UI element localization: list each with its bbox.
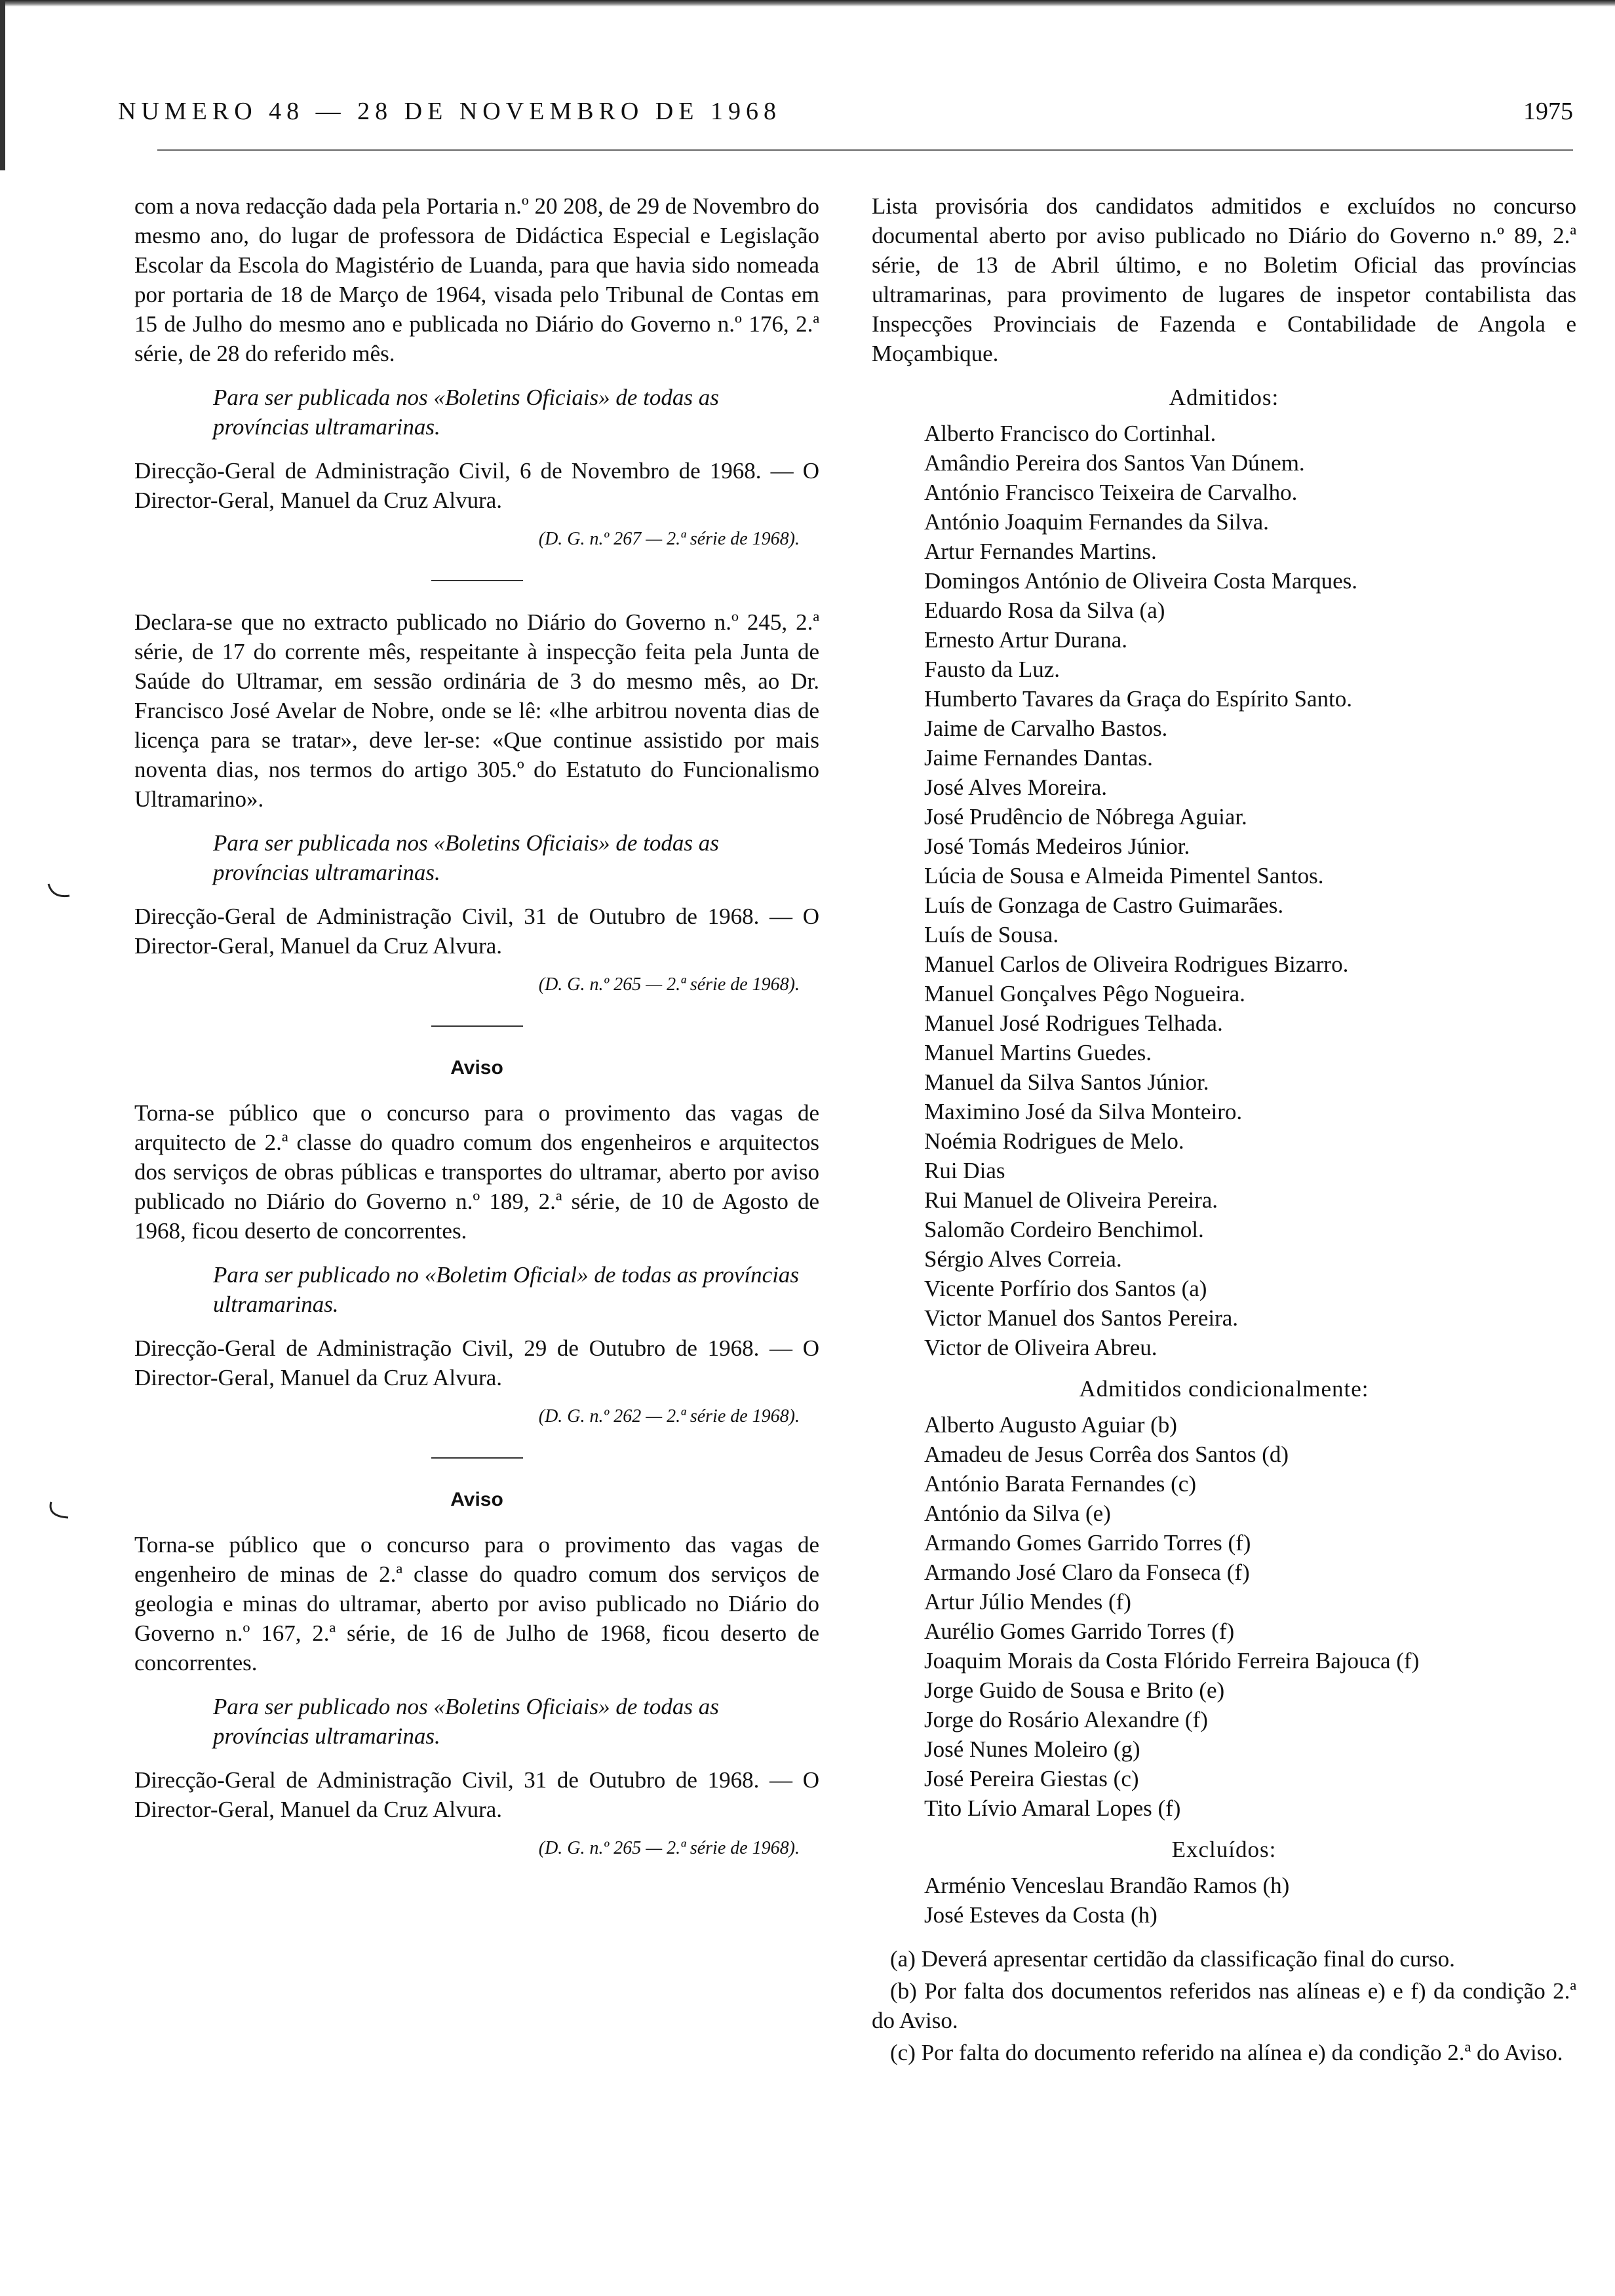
list-item: Manuel José Rodrigues Telhada. [924, 1010, 1223, 1036]
list-item: Humberto Tavares da Graça do Espírito Santo. [924, 686, 1352, 712]
list-item: José Pereira Giestas (c) [924, 1766, 1139, 1791]
section-separator [431, 1025, 523, 1027]
list-item: Manuel da Silva Santos Júnior. [924, 1069, 1209, 1095]
signoff: Direcção-Geral de Administração Civil, 31 de Outubro de 1968. — O Director-Geral, Manuel da Cruz Alvura. [134, 904, 819, 959]
list-item: José Nunes Moleiro (g) [924, 1736, 1140, 1762]
list-item: Victor Manuel dos Santos Pereira. [924, 1305, 1239, 1331]
admitidos-list [872, 419, 1576, 1362]
publication-note: Para ser publicada nos «Boletins Oficiais» de todas as províncias ultramarinas. [213, 830, 719, 885]
aviso-paragraph: Torna-se público que o concurso para o provimento das vagas de engenheiro de minas de 2.ª classe do quadro comum dos serviços de geologia e minas do ultramar, aberto por aviso publicado no Diário do Governo n.º 167, 2.ª série, de 16 de Julho de 1968, ficou deserto de concorrentes. [134, 1532, 819, 1675]
list-item: José Prudêncio de Nóbrega Aguiar. [924, 804, 1247, 830]
list-item: Salomão Cordeiro Benchimol. [924, 1217, 1204, 1242]
aviso-heading: Aviso [450, 1057, 503, 1079]
footnote: (c) Por falta do documento referido na alínea e) da condição 2.ª do Aviso. [890, 2040, 1563, 2065]
list-item: Ernesto Artur Durana. [924, 627, 1128, 653]
aviso-paragraph: Torna-se público que o concurso para o provimento das vagas de arquitecto de 2.ª classe do quadro comum dos engenheiros e arquitectos dos serviços de obras públicas e transportes do ultramar, aberto por aviso publicado no Diário do Governo n.º 189, 2.ª série, de 10 de Agosto de 1968, ficou deserto de concorrentes. [134, 1100, 819, 1244]
list-item: José Tomás Medeiros Júnior. [924, 833, 1190, 859]
footnotes [872, 1944, 1576, 2067]
list-item: Victor de Oliveira Abreu. [924, 1335, 1158, 1360]
list-item: Manuel Gonçalves Pêgo Nogueira. [924, 981, 1245, 1006]
page-number: 1975 [1523, 98, 1573, 125]
list-item: Fausto da Luz. [924, 657, 1060, 682]
list-item: Jaime Fernandes Dantas. [924, 745, 1153, 771]
diario-reference: (D. G. n.º 265 — 2.ª série de 1968). [538, 974, 800, 995]
list-item: Eduardo Rosa da Silva (a) [924, 598, 1165, 623]
list-item: Aurélio Gomes Garrido Torres (f) [924, 1618, 1235, 1644]
publication-note: Para ser publicada nos «Boletins Oficiais» de todas as províncias ultramarinas. [213, 385, 719, 440]
list-item: Armando Gomes Garrido Torres (f) [924, 1530, 1251, 1556]
footnote: (a) Deverá apresentar certidão da classificação final do curso. [890, 1946, 1455, 1972]
list-item: Jorge Guido de Sousa e Brito (e) [924, 1677, 1225, 1703]
list-item: Amândio Pereira dos Santos Van Dúnem. [924, 450, 1305, 476]
diario-reference: (D. G. n.º 262 — 2.ª série de 1968). [538, 1406, 800, 1426]
signoff: Direcção-Geral de Administração Civil, 6 de Novembro de 1968. — O Director-Geral, Manuel da Cruz Alvura. [134, 458, 819, 513]
list-item: Noémia Rodrigues de Melo. [924, 1128, 1184, 1154]
scan-edge-top [0, 0, 1615, 7]
excluidos-list [872, 1871, 1576, 1930]
header-rule [157, 149, 1573, 151]
list-item: Vicente Porfírio dos Santos (a) [924, 1276, 1207, 1301]
section-separator [431, 1457, 523, 1459]
list-item: Manuel Carlos de Oliveira Rodrigues Bizarro. [924, 951, 1349, 977]
list-item: Maximino José da Silva Monteiro. [924, 1099, 1243, 1124]
list-item: José Alves Moreira. [924, 775, 1107, 800]
list-item: Artur Júlio Mendes (f) [924, 1589, 1131, 1615]
running-head: NUMERO 48 — 28 DE NOVEMBRO DE 1968 [118, 98, 781, 125]
list-item: Arménio Venceslau Brandão Ramos (h) [924, 1873, 1290, 1898]
footnote: (b) Por falta dos documentos referidos nas alíneas e) e f) da condição 2.ª do Aviso. [872, 1978, 1576, 2033]
list-item: Alberto Francisco do Cortinhal. [924, 421, 1216, 446]
list-item: Rui Manuel de Oliveira Pereira. [924, 1187, 1218, 1213]
list-item: António Francisco Teixeira de Carvalho. [924, 480, 1298, 505]
list-intro: Lista provisória dos candidatos admitidos e excluídos no concurso documental aberto por aviso publicado no Diário do Governo n.º 89, 2.ª série, de 13 de Abril último, e no Boletim Oficial das províncias ultramarinas, para provimento de lugares de inspetor contabilista das Inspecções Provinciais de Fazenda e Contabilidade de Angola e Moçambique. [872, 193, 1576, 366]
list-item: Jorge do Rosário Alexandre (f) [924, 1707, 1208, 1732]
list-item: Sérgio Alves Correia. [924, 1246, 1122, 1272]
publication-note: Para ser publicado nos «Boletins Oficiais» de todas as províncias ultramarinas. [213, 1694, 719, 1749]
list-item: José Esteves da Costa (h) [924, 1902, 1158, 1928]
scan-edge-left [0, 0, 5, 170]
right-column [872, 191, 1576, 2067]
diario-reference: (D. G. n.º 265 — 2.ª série de 1968). [538, 1838, 800, 1858]
list-item: Jaime de Carvalho Bastos. [924, 716, 1168, 741]
declaration-paragraph: Declara-se que no extracto publicado no Diário do Governo n.º 245, 2.ª série, de 17 do corrente mês, respeitante à inspecção feita pela Junta de Saúde do Ultramar, em sessão ordinária de 3 do mesmo mês, ao Dr. Francisco José Avelar de Nobre, onde se lê: «lhe arbitrou noventa dias de licença para se tratar», deve ler-se: «Que continue assistido por mais noventa dias, nos termos do artigo 305.º do Estatuto do Funcionalismo Ultramarino». [134, 609, 819, 812]
list-item: Artur Fernandes Martins. [924, 539, 1157, 564]
list-item: Lúcia de Sousa e Almeida Pimentel Santos. [924, 863, 1324, 889]
binder-mark-icon [46, 881, 72, 901]
list-item: Manuel Martins Guedes. [924, 1040, 1152, 1065]
condicional-list [872, 1410, 1576, 1823]
list-item: António Joaquim Fernandes da Silva. [924, 509, 1269, 535]
list-item: Armando José Claro da Fonseca (f) [924, 1559, 1250, 1585]
list-item: Alberto Augusto Aguiar (b) [924, 1412, 1177, 1438]
signoff: Direcção-Geral de Administração Civil, 31 de Outubro de 1968. — O Director-Geral, Manuel da Cruz Alvura. [134, 1767, 819, 1822]
continuation-paragraph: com a nova redacção dada pela Portaria n.º 20 208, de 29 de Novembro do mesmo ano, do lugar de professora de Didáctica Especial e Legislação Escolar da Escola do Magistério de Luanda, para que havia sido nomeada por portaria de 18 de Março de 1964, visada pelo Tribunal de Contas em 15 de Julho do mesmo ano e publicada no Diário do Governo n.º 176, 2.ª série, de 28 do referido mês. [134, 193, 819, 366]
signoff: Direcção-Geral de Administração Civil, 29 de Outubro de 1968. — O Director-Geral, Manuel da Cruz Alvura. [134, 1335, 819, 1390]
admitidos-heading: Admitidos: [1169, 385, 1279, 410]
list-item: Luís de Sousa. [924, 922, 1059, 947]
page-header [118, 97, 1573, 136]
list-item: Luís de Gonzaga de Castro Guimarães. [924, 892, 1284, 918]
excluidos-heading: Excluídos: [1171, 1837, 1277, 1862]
list-item: Rui Dias [924, 1158, 1005, 1183]
list-item: Joaquim Morais da Costa Flórido Ferreira Bajouca (f) [924, 1648, 1420, 1674]
aviso-heading: Aviso [450, 1489, 503, 1510]
list-item: António Barata Fernandes (c) [924, 1471, 1196, 1497]
condicional-heading: Admitidos condicionalmente: [1079, 1376, 1369, 1402]
list-item: Domingos António de Oliveira Costa Marques. [924, 568, 1358, 594]
binder-mark-icon [46, 1501, 72, 1520]
list-item: Tito Lívio Amaral Lopes (f) [924, 1795, 1181, 1821]
publication-note: Para ser publicado no «Boletim Oficial» de todas as províncias ultramarinas. [213, 1262, 800, 1317]
section-separator [431, 580, 523, 581]
diario-reference: (D. G. n.º 267 — 2.ª série de 1968). [538, 529, 800, 549]
list-item: Amadeu de Jesus Corrêa dos Santos (d) [924, 1442, 1289, 1467]
left-column [134, 191, 819, 1889]
list-item: António da Silva (e) [924, 1501, 1111, 1526]
